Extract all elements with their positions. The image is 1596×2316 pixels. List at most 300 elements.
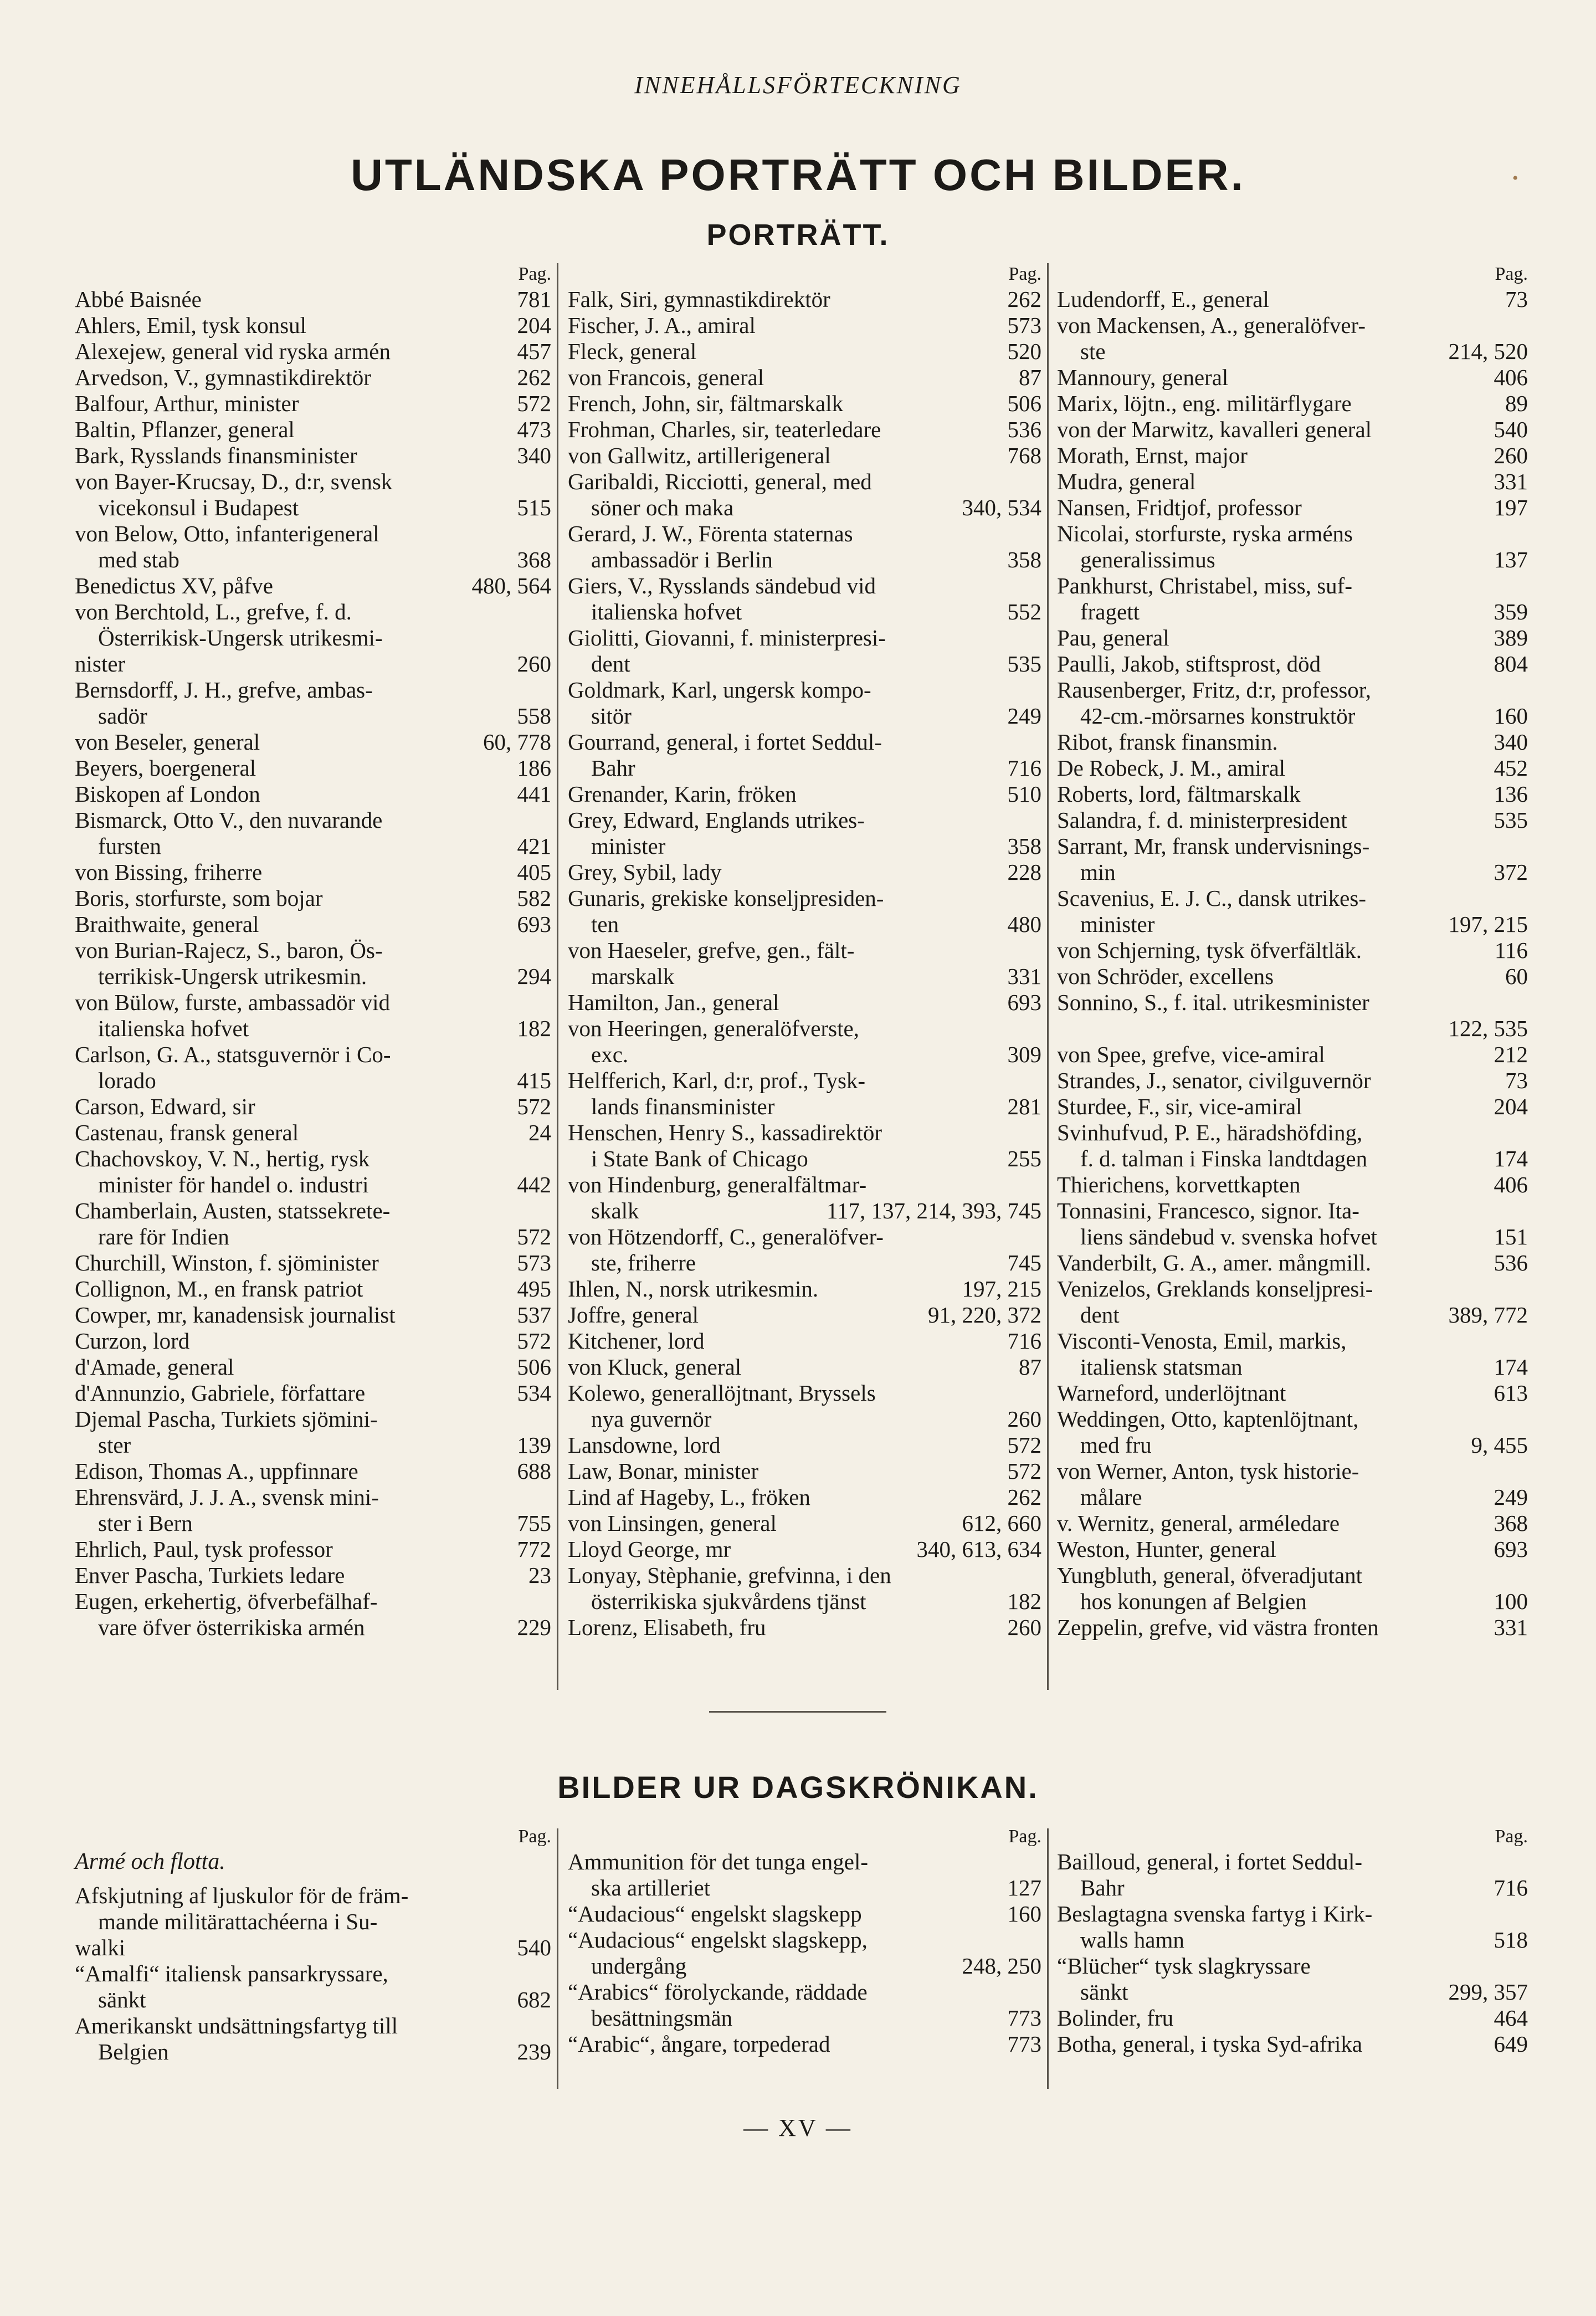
entry-page: 510: [1007, 781, 1041, 807]
entry-page: 229: [517, 1615, 551, 1640]
index-entry: [75, 443, 551, 469]
entry-page: 281: [1007, 1094, 1041, 1119]
entry-text: Zeppelin, grefve, vid västra fronten: [1057, 1615, 1379, 1640]
entry-page: 212: [1494, 1042, 1528, 1067]
index-entry: [75, 807, 551, 859]
column-divider: [1047, 263, 1049, 1690]
entry-text: “Arabics“ förolyckande, räddade: [568, 1979, 868, 2005]
entry-page: 204: [1494, 1094, 1528, 1119]
index-entry: [1057, 1068, 1528, 1094]
entry-text: von Burian-Rajecz, S., baron, Ös-: [75, 937, 383, 963]
index-entry: [568, 312, 1041, 339]
entry-page: 151: [1494, 1224, 1528, 1249]
entry-page: 127: [1007, 1875, 1041, 1900]
column-divider: [1047, 1828, 1049, 2089]
entry-text: von Schröder, excellens: [1057, 964, 1274, 989]
entry-page: 506: [517, 1354, 551, 1380]
entry-text: nister: [75, 651, 126, 677]
entry-page: 572: [1007, 1432, 1041, 1458]
entry-text: Giers, V., Rysslands sändebud vid: [568, 573, 876, 598]
entry-text: Ehrensvärd, J. J. A., svensk mini-: [75, 1484, 379, 1510]
entry-text: Abbé Baisnée: [75, 286, 202, 312]
entry-page: 248, 250: [962, 1953, 1041, 1979]
entry-continuation: i State Bank of Chicago: [591, 1146, 808, 1171]
entry-page: 73: [1505, 1068, 1528, 1093]
entry-page: 182: [1007, 1589, 1041, 1614]
index-entry: [1057, 1198, 1528, 1250]
index-entry: [75, 1458, 551, 1484]
entry-text: Beyers, boergeneral: [75, 755, 256, 781]
index-entry: [1057, 1849, 1528, 1901]
pag-header: Pag.: [518, 264, 551, 284]
entry-continuation: ster: [98, 1432, 131, 1458]
entry-text: Venizelos, Greklands konseljpresi-: [1057, 1276, 1373, 1302]
entry-page: 649: [1494, 2031, 1528, 2057]
index-entry: [568, 1172, 1041, 1224]
entry-text: Mannoury, general: [1057, 365, 1229, 390]
entry-continuation: skalk: [591, 1198, 639, 1223]
entry-page: 772: [517, 1536, 551, 1562]
index-entry: [568, 286, 1041, 312]
index-entry: [568, 1276, 1041, 1302]
index-entry: [75, 781, 551, 807]
entry-page: 405: [517, 859, 551, 885]
entry-text: “Audacious“ engelskt slagskepp,: [568, 1927, 868, 1953]
entry-page: 693: [1007, 990, 1041, 1015]
entry-text: von Spee, grefve, vice-amiral: [1057, 1042, 1325, 1067]
entry-text: Mudra, general: [1057, 469, 1196, 494]
entry-page: 372: [1494, 859, 1528, 885]
index-entry: [1057, 990, 1528, 1042]
entry-page: 359: [1494, 599, 1528, 624]
entry-continuation: med stab: [98, 547, 179, 572]
entry-continuation: lands finansminister: [591, 1094, 775, 1119]
entry-page: 260: [517, 651, 551, 677]
entry-text: Frohman, Charles, sir, teaterledare: [568, 417, 881, 442]
entry-text: Henschen, Henry S., kassadirektör: [568, 1120, 882, 1145]
entry-page: 262: [517, 365, 551, 390]
entry-continuation: fragett: [1080, 599, 1140, 624]
entry-continuation: österrikiska sjukvårdens tjänst: [591, 1589, 866, 1614]
entry-text: Braithwaite, general: [75, 911, 259, 937]
entry-continuation: dent: [1080, 1302, 1120, 1328]
entry-text: Visconti-Venosta, Emil, markis,: [1057, 1328, 1347, 1354]
index-entry: [75, 1536, 551, 1562]
entry-page: 249: [1007, 703, 1041, 729]
entry-text: Falk, Siri, gymnastikdirektör: [568, 286, 830, 312]
index-entry: [1057, 729, 1528, 755]
entry-text: Rausenberger, Fritz, d:r, professor,: [1057, 677, 1372, 703]
entry-continuation: undergång: [591, 1953, 687, 1979]
entry-page: 540: [517, 1935, 551, 1960]
entry-text: von Berchtold, L., grefve, f. d.: [75, 599, 352, 624]
entry-page: 197, 215: [1448, 911, 1528, 937]
portratt-title: PORTRÄTT.: [706, 218, 890, 252]
entry-page: 421: [517, 833, 551, 859]
entry-page: 558: [517, 703, 551, 729]
entry-text: Chachovskoy, V. N., hertig, rysk: [75, 1146, 370, 1171]
index-entry: [568, 1224, 1041, 1276]
index-entry: [75, 1250, 551, 1276]
entry-page: 139: [517, 1432, 551, 1458]
entry-text: Kolewo, generallöjtnant, Bryssels: [568, 1380, 876, 1406]
entry-page: 480, 564: [471, 573, 551, 598]
entry-page: 755: [517, 1510, 551, 1536]
index-entry: [75, 417, 551, 443]
index-entry: [568, 1328, 1041, 1354]
index-entry: [75, 312, 551, 339]
entry-page: 441: [517, 781, 551, 807]
entry-page: 480: [1007, 911, 1041, 937]
entry-page: 518: [1494, 1927, 1528, 1953]
entry-continuation: terrikisk-Ungersk utrikesmin.: [98, 964, 367, 989]
entry-page: 693: [517, 911, 551, 937]
entry-text: Lonyay, Stèphanie, grefvinna, i den: [568, 1562, 891, 1588]
index-entry: [1057, 2031, 1528, 2057]
entry-page: 249: [1494, 1484, 1528, 1510]
entry-continuation: söner och maka: [591, 495, 734, 520]
entry-page: 9, 455: [1471, 1432, 1528, 1458]
entry-page: 612, 660: [962, 1510, 1041, 1536]
entry-text: Lloyd George, mr: [568, 1536, 731, 1562]
entry-page: 768: [1007, 443, 1041, 468]
entry-page: 716: [1007, 755, 1041, 781]
entry-text: Paulli, Jakob, stiftsprost, död: [1057, 651, 1321, 677]
entry-text: Carlson, G. A., statsguvernör i Co-: [75, 1042, 391, 1067]
entry-continuation: ambassadör i Berlin: [591, 547, 773, 572]
entry-continuation: dent: [591, 651, 630, 677]
entry-text: d'Amade, general: [75, 1354, 234, 1380]
index-entry: [568, 677, 1041, 729]
entry-page: 406: [1494, 365, 1528, 390]
entry-page: 60: [1505, 964, 1528, 989]
entry-text: von Werner, Anton, tysk historie-: [1057, 1458, 1359, 1484]
index-entry: [568, 521, 1041, 573]
index-entry: [568, 1068, 1041, 1120]
entry-text: von Hindenburg, generalfältmar-: [568, 1172, 867, 1197]
ink-dot: •: [1512, 169, 1518, 187]
index-entry: [1057, 1406, 1528, 1458]
entry-text: “Amalfi“ italiensk pansarkryssare,: [75, 1961, 388, 1986]
entry-page: 117, 137, 214, 393, 745: [827, 1198, 1041, 1223]
index-entry: [75, 885, 551, 911]
index-entry: [75, 1406, 551, 1458]
index-entry: [75, 1961, 551, 2013]
entry-text: Cowper, mr, kanadensisk journalist: [75, 1302, 396, 1328]
entry-page: 340: [517, 443, 551, 468]
entry-continuation: walls hamn: [1080, 1927, 1184, 1953]
entry-page: 331: [1007, 964, 1041, 989]
index-entry: [75, 729, 551, 755]
entry-text: De Robeck, J. M., amiral: [1057, 755, 1286, 781]
index-entry: [568, 1615, 1041, 1641]
entry-text: Afskjutning af ljuskulor för de främ-: [75, 1883, 409, 1908]
index-entry: [75, 1198, 551, 1250]
entry-page: 100: [1494, 1589, 1528, 1614]
entry-text: Amerikanskt undsättningsfartyg till: [75, 2013, 398, 2038]
index-entry: [568, 807, 1041, 859]
index-entry: [1057, 964, 1528, 990]
main-title: UTLÄNDSKA PORTRÄTT OCH BILDER.: [351, 150, 1245, 199]
index-entry: [75, 391, 551, 417]
entry-page: 204: [517, 312, 551, 338]
entry-text: Grey, Edward, Englands utrikes-: [568, 807, 865, 833]
entry-page: 24: [528, 1120, 551, 1145]
entry-text: von Bissing, friherre: [75, 859, 263, 885]
index-entry: [1057, 1380, 1528, 1406]
entry-text: Roberts, lord, fältmarskalk: [1057, 781, 1301, 807]
portratt-column-2: [568, 260, 1041, 1641]
index-entry: [1057, 833, 1528, 885]
entry-text: Carson, Edward, sir: [75, 1094, 255, 1119]
entry-continuation: målare: [1080, 1484, 1142, 1510]
index-entry: [568, 781, 1041, 807]
index-entry: [568, 1120, 1041, 1172]
entry-text: von Mackensen, A., generalöfver-: [1057, 312, 1366, 338]
index-entry: [75, 1094, 551, 1120]
entry-page: 535: [1007, 651, 1041, 677]
pag-header: Pag.: [1008, 264, 1041, 284]
index-entry: [1057, 365, 1528, 391]
entry-page: 228: [1007, 859, 1041, 885]
index-entry: [1057, 781, 1528, 807]
entry-page: 262: [1007, 1484, 1041, 1510]
entry-continuation: ten: [591, 911, 619, 937]
entry-continuation: 42-cm.-mörsarnes konstruktör: [1080, 703, 1356, 729]
index-entry: [1057, 443, 1528, 469]
entry-text: Arvedson, V., gymnastikdirektör: [75, 365, 371, 390]
entry-page: 682: [517, 1987, 551, 2012]
entry-page: 781: [517, 286, 551, 312]
index-entry: [568, 1354, 1041, 1380]
bilder-title: BILDER UR DAGSKRÖNIKAN.: [557, 1770, 1039, 1805]
index-entry: [75, 859, 551, 885]
entry-page: 87: [1019, 1354, 1041, 1380]
entry-page: 536: [1007, 417, 1041, 442]
entry-page: 255: [1007, 1146, 1041, 1171]
entry-page: 73: [1505, 286, 1528, 312]
entry-page: 572: [517, 391, 551, 416]
entry-text: Ludendorff, E., general: [1057, 286, 1269, 312]
entry-text: Thierichens, korvettkapten: [1057, 1172, 1301, 1197]
index-entry: [568, 1927, 1041, 1979]
column-divider: [557, 1828, 558, 2089]
entry-continuation: vicekonsul i Budapest: [98, 495, 299, 520]
index-entry: [75, 990, 551, 1042]
entry-continuation: rare för Indien: [98, 1224, 229, 1249]
entry-continuation: sadör: [98, 703, 147, 729]
entry-page: 89: [1505, 391, 1528, 416]
column-divider: [557, 263, 558, 1690]
index-entry: [1057, 1250, 1528, 1276]
index-entry: [75, 1562, 551, 1589]
entry-continuation: Belgien: [98, 2039, 169, 2064]
entry-text: d'Annunzio, Gabriele, författare: [75, 1380, 366, 1406]
entry-continuation: Bahr: [1080, 1875, 1125, 1900]
entry-text: von Gallwitz, artillerigeneral: [568, 443, 831, 468]
index-entry: [75, 1484, 551, 1536]
entry-text: Sturdee, F., sir, vice-amiral: [1057, 1094, 1302, 1119]
index-entry: [75, 651, 551, 677]
entry-page: 613: [1494, 1380, 1528, 1406]
entry-text: Svinhufvud, P. E., häradshöfding,: [1057, 1120, 1363, 1145]
index-entry: [1057, 1953, 1528, 2005]
entry-page: 573: [1007, 312, 1041, 338]
index-entry: [568, 1432, 1041, 1458]
bilder-col2-list: [568, 1849, 1041, 2057]
entry-text: Lorenz, Elisabeth, fru: [568, 1615, 766, 1640]
entry-page: 572: [1007, 1458, 1041, 1484]
entry-page: 368: [1494, 1510, 1528, 1536]
entry-text: Kitchener, lord: [568, 1328, 705, 1354]
entry-continuation: nya guvernör: [591, 1406, 712, 1432]
entry-page: 331: [1494, 1615, 1528, 1640]
index-entry: [75, 1935, 551, 1961]
index-entry: [75, 1883, 551, 1935]
entry-text: Yungbluth, general, öfveradjutant: [1057, 1562, 1363, 1588]
entry-page: 464: [1494, 2005, 1528, 2031]
entry-page: 773: [1007, 2031, 1041, 2057]
index-entry: [568, 469, 1041, 521]
entry-continuation: vare öfver österrikiska armén: [98, 1615, 365, 1640]
index-entry: [1057, 417, 1528, 443]
entry-page: 309: [1007, 1042, 1041, 1067]
index-entry: [1057, 1042, 1528, 1068]
entry-page: 716: [1494, 1875, 1528, 1900]
index-entry: [568, 1536, 1041, 1562]
entry-page: 368: [517, 547, 551, 572]
index-entry: [568, 990, 1041, 1016]
bilder-col3-list: [1057, 1849, 1528, 2057]
index-entry: [1057, 677, 1528, 729]
entry-continuation: sänkt: [98, 1987, 146, 2012]
entry-continuation: min: [1080, 859, 1116, 885]
index-entry: [568, 885, 1041, 937]
entry-text: Warneford, underlöjtnant: [1057, 1380, 1286, 1406]
entry-text: Benedictus XV, påfve: [75, 573, 273, 598]
entry-page: 442: [517, 1172, 551, 1197]
pag-header: Pag.: [1495, 1826, 1528, 1847]
entry-text: Castenau, fransk general: [75, 1120, 299, 1145]
entry-text: Bismarck, Otto V., den nuvarande: [75, 807, 383, 833]
entry-continuation: minister: [1080, 911, 1155, 937]
entry-text: Nicolai, storfurste, ryska arméns: [1057, 521, 1353, 546]
entry-text: Ribot, fransk finansmin.: [1057, 729, 1278, 755]
entry-text: Ihlen, N., norsk utrikesmin.: [568, 1276, 819, 1302]
index-entry: [1057, 885, 1528, 937]
entry-page: 116: [1495, 937, 1528, 963]
entry-page: 294: [517, 964, 551, 989]
entry-continuation: ska artilleriet: [591, 1875, 711, 1900]
entry-page: 389, 772: [1448, 1302, 1528, 1328]
index-entry: [75, 1042, 551, 1094]
entry-text: Weddingen, Otto, kaptenlöjtnant,: [1057, 1406, 1359, 1432]
entry-continuation: sitör: [591, 703, 632, 729]
entry-page: 716: [1007, 1328, 1041, 1354]
entry-text: Bolinder, fru: [1057, 2005, 1174, 2031]
pag-header: Pag.: [518, 1826, 551, 1847]
index-entry: [1057, 651, 1528, 677]
entry-text: Churchill, Winston, f. sjöminister: [75, 1250, 379, 1275]
entry-page: 262: [1007, 286, 1041, 312]
entry-page: 260: [1494, 443, 1528, 468]
index-entry: [75, 599, 551, 651]
index-entry: [1057, 1901, 1528, 1953]
entry-text: von Heeringen, generalöfverste,: [568, 1016, 859, 1041]
entry-page: 535: [1494, 807, 1528, 833]
entry-page: 552: [1007, 599, 1041, 624]
index-entry: [1057, 625, 1528, 651]
entry-continuation: mande militärattachéerna i Su-: [98, 1909, 378, 1934]
entry-page: 214, 520: [1448, 339, 1528, 364]
entry-text: Salandra, f. d. ministerpresident: [1057, 807, 1347, 833]
entry-text: Baltin, Pflanzer, general: [75, 417, 295, 442]
entry-text: von der Marwitz, kavalleri general: [1057, 417, 1372, 442]
entry-text: Beslagtagna svenska fartyg i Kirk-: [1057, 1901, 1373, 1926]
entry-continuation: hos konungen af Belgien: [1080, 1589, 1307, 1614]
index-entry: [75, 286, 551, 312]
entry-page: 572: [517, 1224, 551, 1249]
entry-text: Sonnino, S., f. ital. utrikesminister: [1057, 990, 1369, 1015]
index-entry: [75, 677, 551, 729]
entry-page: 537: [517, 1302, 551, 1328]
index-entry: [1057, 1615, 1528, 1641]
entry-continuation: ste, friherre: [591, 1250, 696, 1275]
entry-text: Hamilton, Jan., general: [568, 990, 779, 1015]
entry-page: 804: [1494, 651, 1528, 677]
index-entry: [568, 443, 1041, 469]
entry-page: 23: [528, 1562, 551, 1588]
entry-continuation: Österrikisk-Ungersk utrikesmi-: [98, 625, 383, 650]
portratt-column-3: [1057, 260, 1528, 1641]
index-entry: [568, 1979, 1041, 2031]
entry-page: 299, 357: [1448, 1979, 1528, 2005]
index-entry: [568, 1510, 1041, 1536]
entry-text: Ahlers, Emil, tysk konsul: [75, 312, 306, 338]
entry-page: 239: [517, 2039, 551, 2064]
entry-page: 515: [517, 495, 551, 520]
entry-page: 573: [517, 1250, 551, 1275]
entry-page: 572: [517, 1328, 551, 1354]
bilder-column-1: [75, 1823, 551, 2065]
entry-text: Nansen, Fridtjof, professor: [1057, 495, 1302, 520]
index-entry: [1057, 1328, 1528, 1380]
entry-text: Biskopen af London: [75, 781, 260, 807]
section-rule: [709, 1711, 886, 1713]
entry-text: Fischer, J. A., amiral: [568, 312, 756, 338]
entry-text: Joffre, general: [568, 1302, 699, 1328]
entry-page: 60, 778: [483, 729, 551, 755]
entry-page: 91, 220, 372: [928, 1302, 1041, 1328]
index-entry: [75, 469, 551, 521]
entry-text: Curzon, lord: [75, 1328, 190, 1354]
entry-text: Lind af Hageby, L., fröken: [568, 1484, 810, 1510]
entry-page: 358: [1007, 833, 1041, 859]
index-entry: [1057, 469, 1528, 495]
entry-continuation: italienska hofvet: [591, 599, 742, 624]
entry-text: Law, Bonar, minister: [568, 1458, 759, 1484]
entry-page: 452: [1494, 755, 1528, 781]
index-entry: [75, 339, 551, 365]
index-entry: [568, 1302, 1041, 1328]
entry-text: Chamberlain, Austen, statssekrete-: [75, 1198, 391, 1223]
index-entry: [568, 729, 1041, 781]
entry-text: von Haeseler, grefve, gen., fält-: [568, 937, 855, 963]
index-entry: [75, 365, 551, 391]
entry-page: 693: [1494, 1536, 1528, 1562]
entry-page: 457: [517, 339, 551, 364]
index-entry: [568, 1562, 1041, 1615]
